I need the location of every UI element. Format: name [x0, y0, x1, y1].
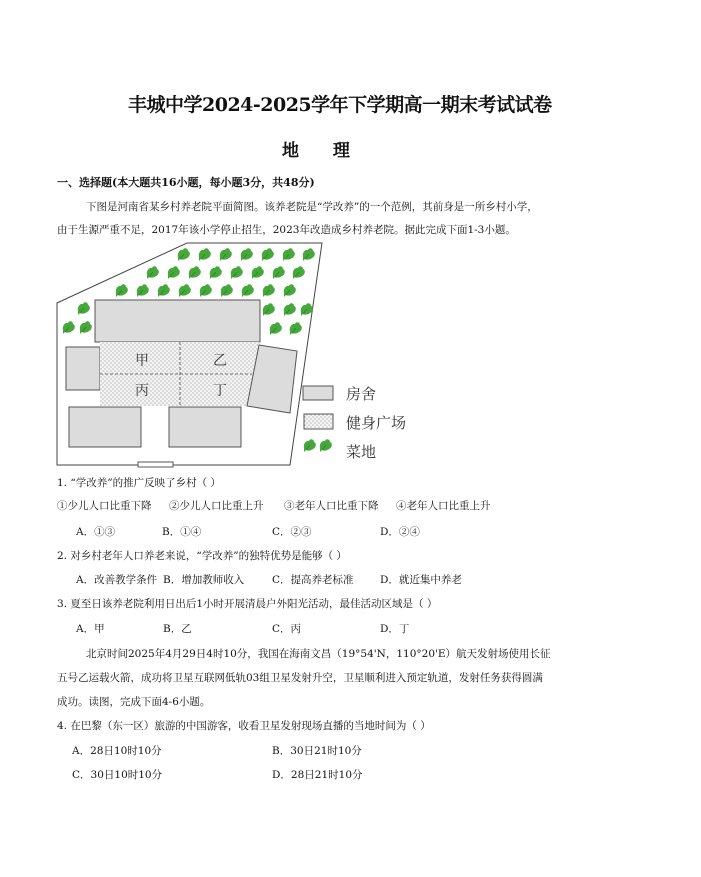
zone-label-yi: 乙	[213, 353, 227, 369]
passage1-line1: 下图是河南省某乡村养老院平面简图。该养老院是“学改养”的一个范例，其前身是一所乡村小学，	[86, 201, 538, 213]
gate	[138, 462, 173, 467]
q3-option-c[interactable]: C．丙	[272, 623, 302, 635]
q1-statement-4: ④老年人口比重上升	[396, 500, 491, 512]
q2-option-d[interactable]: D．就近集中养老	[380, 574, 462, 586]
legend-label-vegetable: 菜地	[346, 443, 377, 461]
legend-label-building: 房舍	[346, 385, 377, 403]
zone-label-ding: 丁	[213, 383, 227, 399]
q4-option-c[interactable]: C．30日10时10分	[72, 769, 163, 781]
q4-option-a[interactable]: A．28日10时10分	[72, 745, 162, 757]
q4-option-b[interactable]: B．30日21时10分	[272, 745, 362, 757]
exam-title: 丰城中学2024-2025学年下学期高一期末考试试卷	[128, 94, 552, 116]
section-heading: 一、选择题(本大题共16小题，每小题3分，共48分)	[57, 176, 315, 189]
legend-building-swatch	[303, 386, 333, 400]
zone-label-bing: 丙	[135, 383, 149, 399]
q4-option-d[interactable]: D．28日21时10分	[272, 769, 363, 781]
building-south	[169, 407, 241, 447]
question-1-stem: 1. “学改养”的推广反映了乡村（ ）	[57, 477, 221, 489]
building-southwest	[69, 407, 141, 447]
q2-option-b[interactable]: B．增加教师收入	[163, 574, 245, 586]
q1-statement-2: ②少儿人口比重上升	[169, 500, 264, 512]
q3-option-d[interactable]: D．丁	[380, 623, 410, 635]
question-2-stem: 2. 对乡村老年人口养老来说，“学改养”的独特优势是能够（ ）	[57, 550, 347, 562]
building-north	[95, 300, 260, 342]
zone-label-jia: 甲	[135, 353, 149, 369]
legend-label-plaza: 健身广场	[346, 414, 407, 432]
q1-statement-1: ①少儿人口比重下降	[57, 500, 152, 512]
subject-title: 地 理	[282, 141, 364, 161]
q2-option-c[interactable]: C．提高养老标准	[272, 574, 354, 586]
passage1-line2: 由于生源严重不足，2017年该小学停止招生，2023年改造成乡村养老院。据此完成下面1-3小题。	[57, 224, 516, 236]
q3-option-b[interactable]: B．乙	[163, 623, 192, 635]
q1-option-d[interactable]: D．②④	[380, 526, 420, 538]
q1-option-c[interactable]: C．②③	[272, 526, 312, 538]
q1-option-b[interactable]: B．①④	[162, 526, 202, 538]
building-west	[66, 347, 100, 390]
q2-option-a[interactable]: A．改善教学条件	[76, 574, 158, 586]
passage2-line3: 成功。读图，完成下面4-6小题。	[57, 696, 211, 708]
question-4-stem: 4. 在巴黎（东一区）旅游的中国游客，收看卫星发射现场直播的当地时间为（ ）	[57, 720, 431, 732]
legend-vegetable-icon	[304, 439, 316, 452]
q1-option-a[interactable]: A．①③	[76, 526, 116, 538]
legend-plaza-swatch	[304, 414, 333, 429]
q3-option-a[interactable]: A．甲	[76, 623, 105, 635]
passage2-line2: 五号乙运载火箭，成功将卫星互联网低轨03组卫星发射升空，卫星顺利进入预定轨道，发射任务获得圆满	[57, 672, 543, 684]
q1-statement-3: ③老年人口比重下降	[284, 500, 379, 512]
passage2-line1: 北京时间2025年4月29日4时10分，我国在海南文昌（19°54'N，110°20'E）航天发射场使用长征	[86, 648, 551, 660]
question-3-stem: 3. 夏至日该养老院利用日出后1小时开展清晨户外阳光活动，最佳活动区域是（ ）	[57, 598, 438, 610]
